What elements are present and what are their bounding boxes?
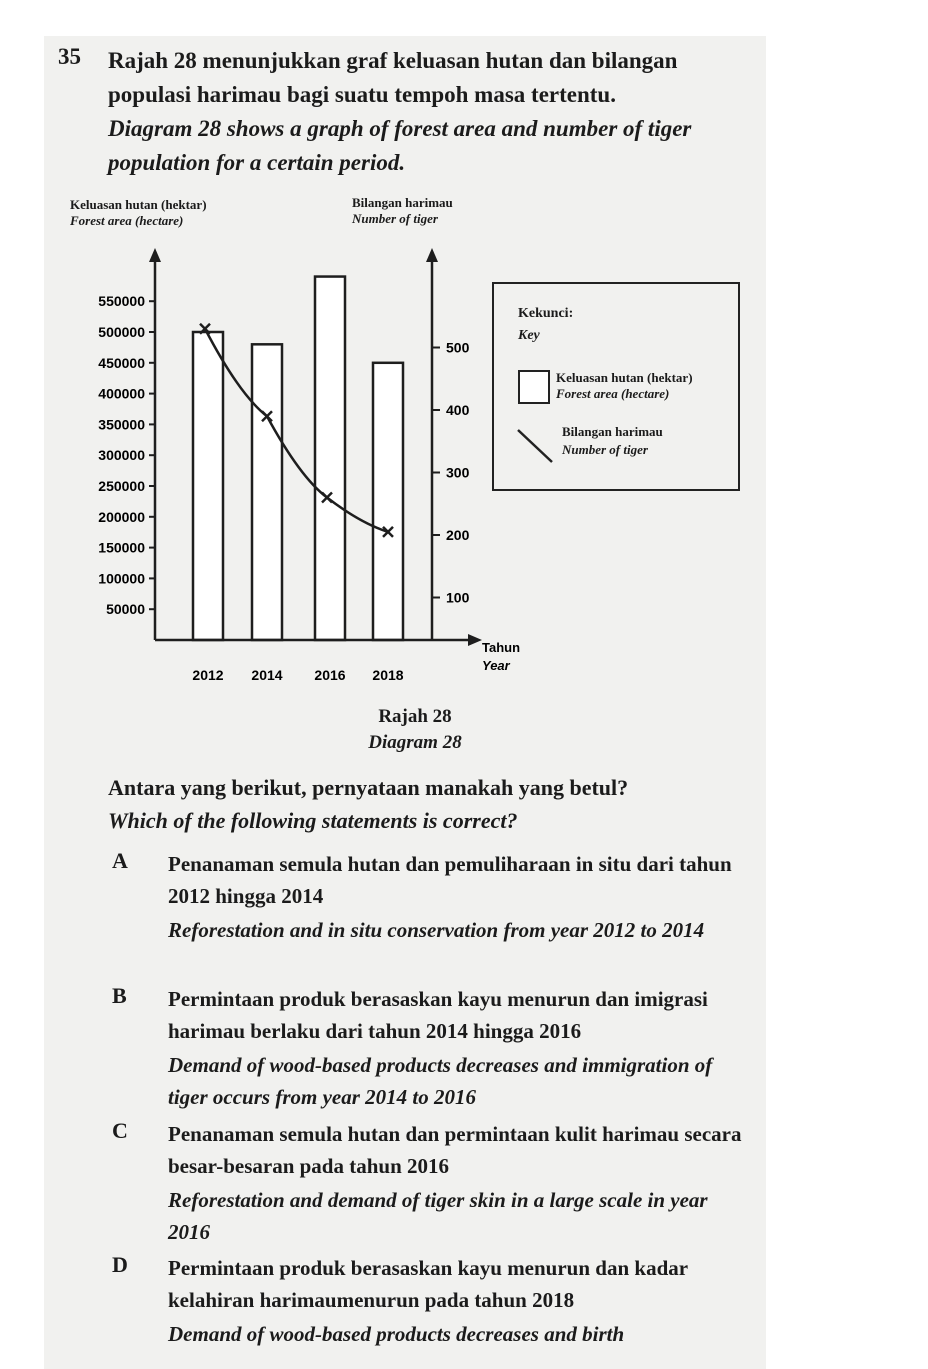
prompt-ms: Antara yang berikut, pernyataan manakah yang betul? bbox=[108, 775, 629, 800]
left-tick-label: 450000 bbox=[98, 354, 145, 371]
key-line-swatch bbox=[516, 426, 556, 466]
left-tick-label: 50000 bbox=[106, 601, 145, 618]
right-tick-label: 200 bbox=[446, 527, 470, 543]
bar-2012 bbox=[193, 332, 223, 640]
left-tick-label: 500000 bbox=[98, 324, 145, 340]
option-text-ms: Permintaan produk berasaskan kayu menurun dan imigrasi harimau berlaku dari tahun 2014 hingga 2016 bbox=[168, 987, 708, 1043]
option-letter: C bbox=[112, 1118, 128, 1143]
left-axis-title-ms: Keluasan hutan (hektar) bbox=[70, 197, 207, 212]
key-title-ms: Kekunci: bbox=[518, 306, 574, 321]
option-letter: D bbox=[112, 1252, 128, 1277]
option-text-en: Reforestation and in situ conservation from year 2012 to 2014 bbox=[168, 918, 705, 942]
option-letter: B bbox=[112, 983, 127, 1008]
left-tick-label: 150000 bbox=[98, 539, 145, 556]
diagram-caption-ms: Rajah 28 bbox=[378, 706, 452, 727]
right-axis-title-en: Number of tiger bbox=[352, 211, 438, 226]
right-tick-label: 100 bbox=[446, 589, 470, 606]
left-axis-arrow bbox=[149, 248, 161, 262]
key-line-en: Number of tiger bbox=[562, 442, 648, 457]
question-number: 35 bbox=[58, 44, 81, 69]
option-text-ms: Penanaman semula hutan dan pemuliharaan in situ dari tahun 2012 hingga 2014 bbox=[168, 852, 732, 908]
question-text-en: Diagram 28 shows a graph of forest area and number of tiger population for a certain period. bbox=[108, 116, 692, 175]
chart-key bbox=[492, 282, 740, 491]
prompt-en: Which of the following statements is correct? bbox=[108, 808, 518, 833]
question-text-ms: Rajah 28 menunjukkan graf keluasan hutan dan bilangan populasi harimau bagi suatu tempoh masa tertentu. bbox=[108, 48, 678, 107]
right-tick-label: 500 bbox=[446, 339, 470, 356]
x-axis-title-ms: Tahun bbox=[482, 640, 521, 655]
bar-2014 bbox=[252, 344, 282, 640]
x-axis-arrow bbox=[468, 634, 482, 646]
left-axis-title-en: Forest area (hectare) bbox=[70, 213, 184, 228]
option-letter: A bbox=[112, 848, 128, 873]
option-text-en: Reforestation and demand of tiger skin in a large scale in year 2016 bbox=[168, 1188, 708, 1244]
right-axis-arrow bbox=[426, 248, 438, 262]
x-tick-label: 2014 bbox=[251, 667, 283, 683]
key-line-ms: Bilangan harimau bbox=[562, 424, 663, 439]
tiger-line bbox=[205, 329, 388, 532]
left-tick-label: 200000 bbox=[98, 508, 145, 525]
x-tick-label: 2018 bbox=[372, 667, 404, 683]
x-tick-label: 2012 bbox=[192, 667, 224, 683]
left-tick-label: 250000 bbox=[98, 478, 145, 494]
option-text-ms: Permintaan produk berasaskan kayu menurun dan kadar kelahiran harimaumenurun pada tahun 2018 bbox=[168, 1256, 688, 1312]
right-tick-label: 400 bbox=[446, 402, 470, 418]
left-tick-label: 100000 bbox=[98, 570, 145, 587]
key-bar-ms: Keluasan hutan (hektar) bbox=[556, 370, 693, 385]
right-axis-title-ms: Bilangan harimau bbox=[352, 195, 453, 210]
left-tick-label: 400000 bbox=[98, 385, 145, 402]
right-tick-label: 300 bbox=[446, 464, 470, 481]
key-bar-en: Forest area (hectare) bbox=[556, 386, 670, 401]
key-bar-swatch bbox=[518, 370, 550, 404]
left-tick-label: 350000 bbox=[98, 416, 145, 433]
bar-2018 bbox=[373, 363, 403, 640]
option-text-ms: Penanaman semula hutan dan permintaan kulit harimau secara besar-besaran pada tahun 2016 bbox=[168, 1122, 742, 1178]
option-text-en: Demand of wood-based products decreases and birth bbox=[168, 1322, 625, 1346]
x-axis-title-en: Year bbox=[482, 658, 510, 673]
key-title-en: Key bbox=[518, 328, 540, 343]
left-tick-label: 550000 bbox=[98, 293, 145, 310]
option-text-en: Demand of wood-based products decreases and immigration of tiger occurs from year 2014 to 2016 bbox=[168, 1053, 713, 1109]
bar-2016 bbox=[315, 277, 345, 640]
left-tick-label: 300000 bbox=[98, 447, 145, 464]
diagram-caption-en: Diagram 28 bbox=[368, 732, 462, 753]
x-tick-label: 2016 bbox=[314, 667, 346, 683]
